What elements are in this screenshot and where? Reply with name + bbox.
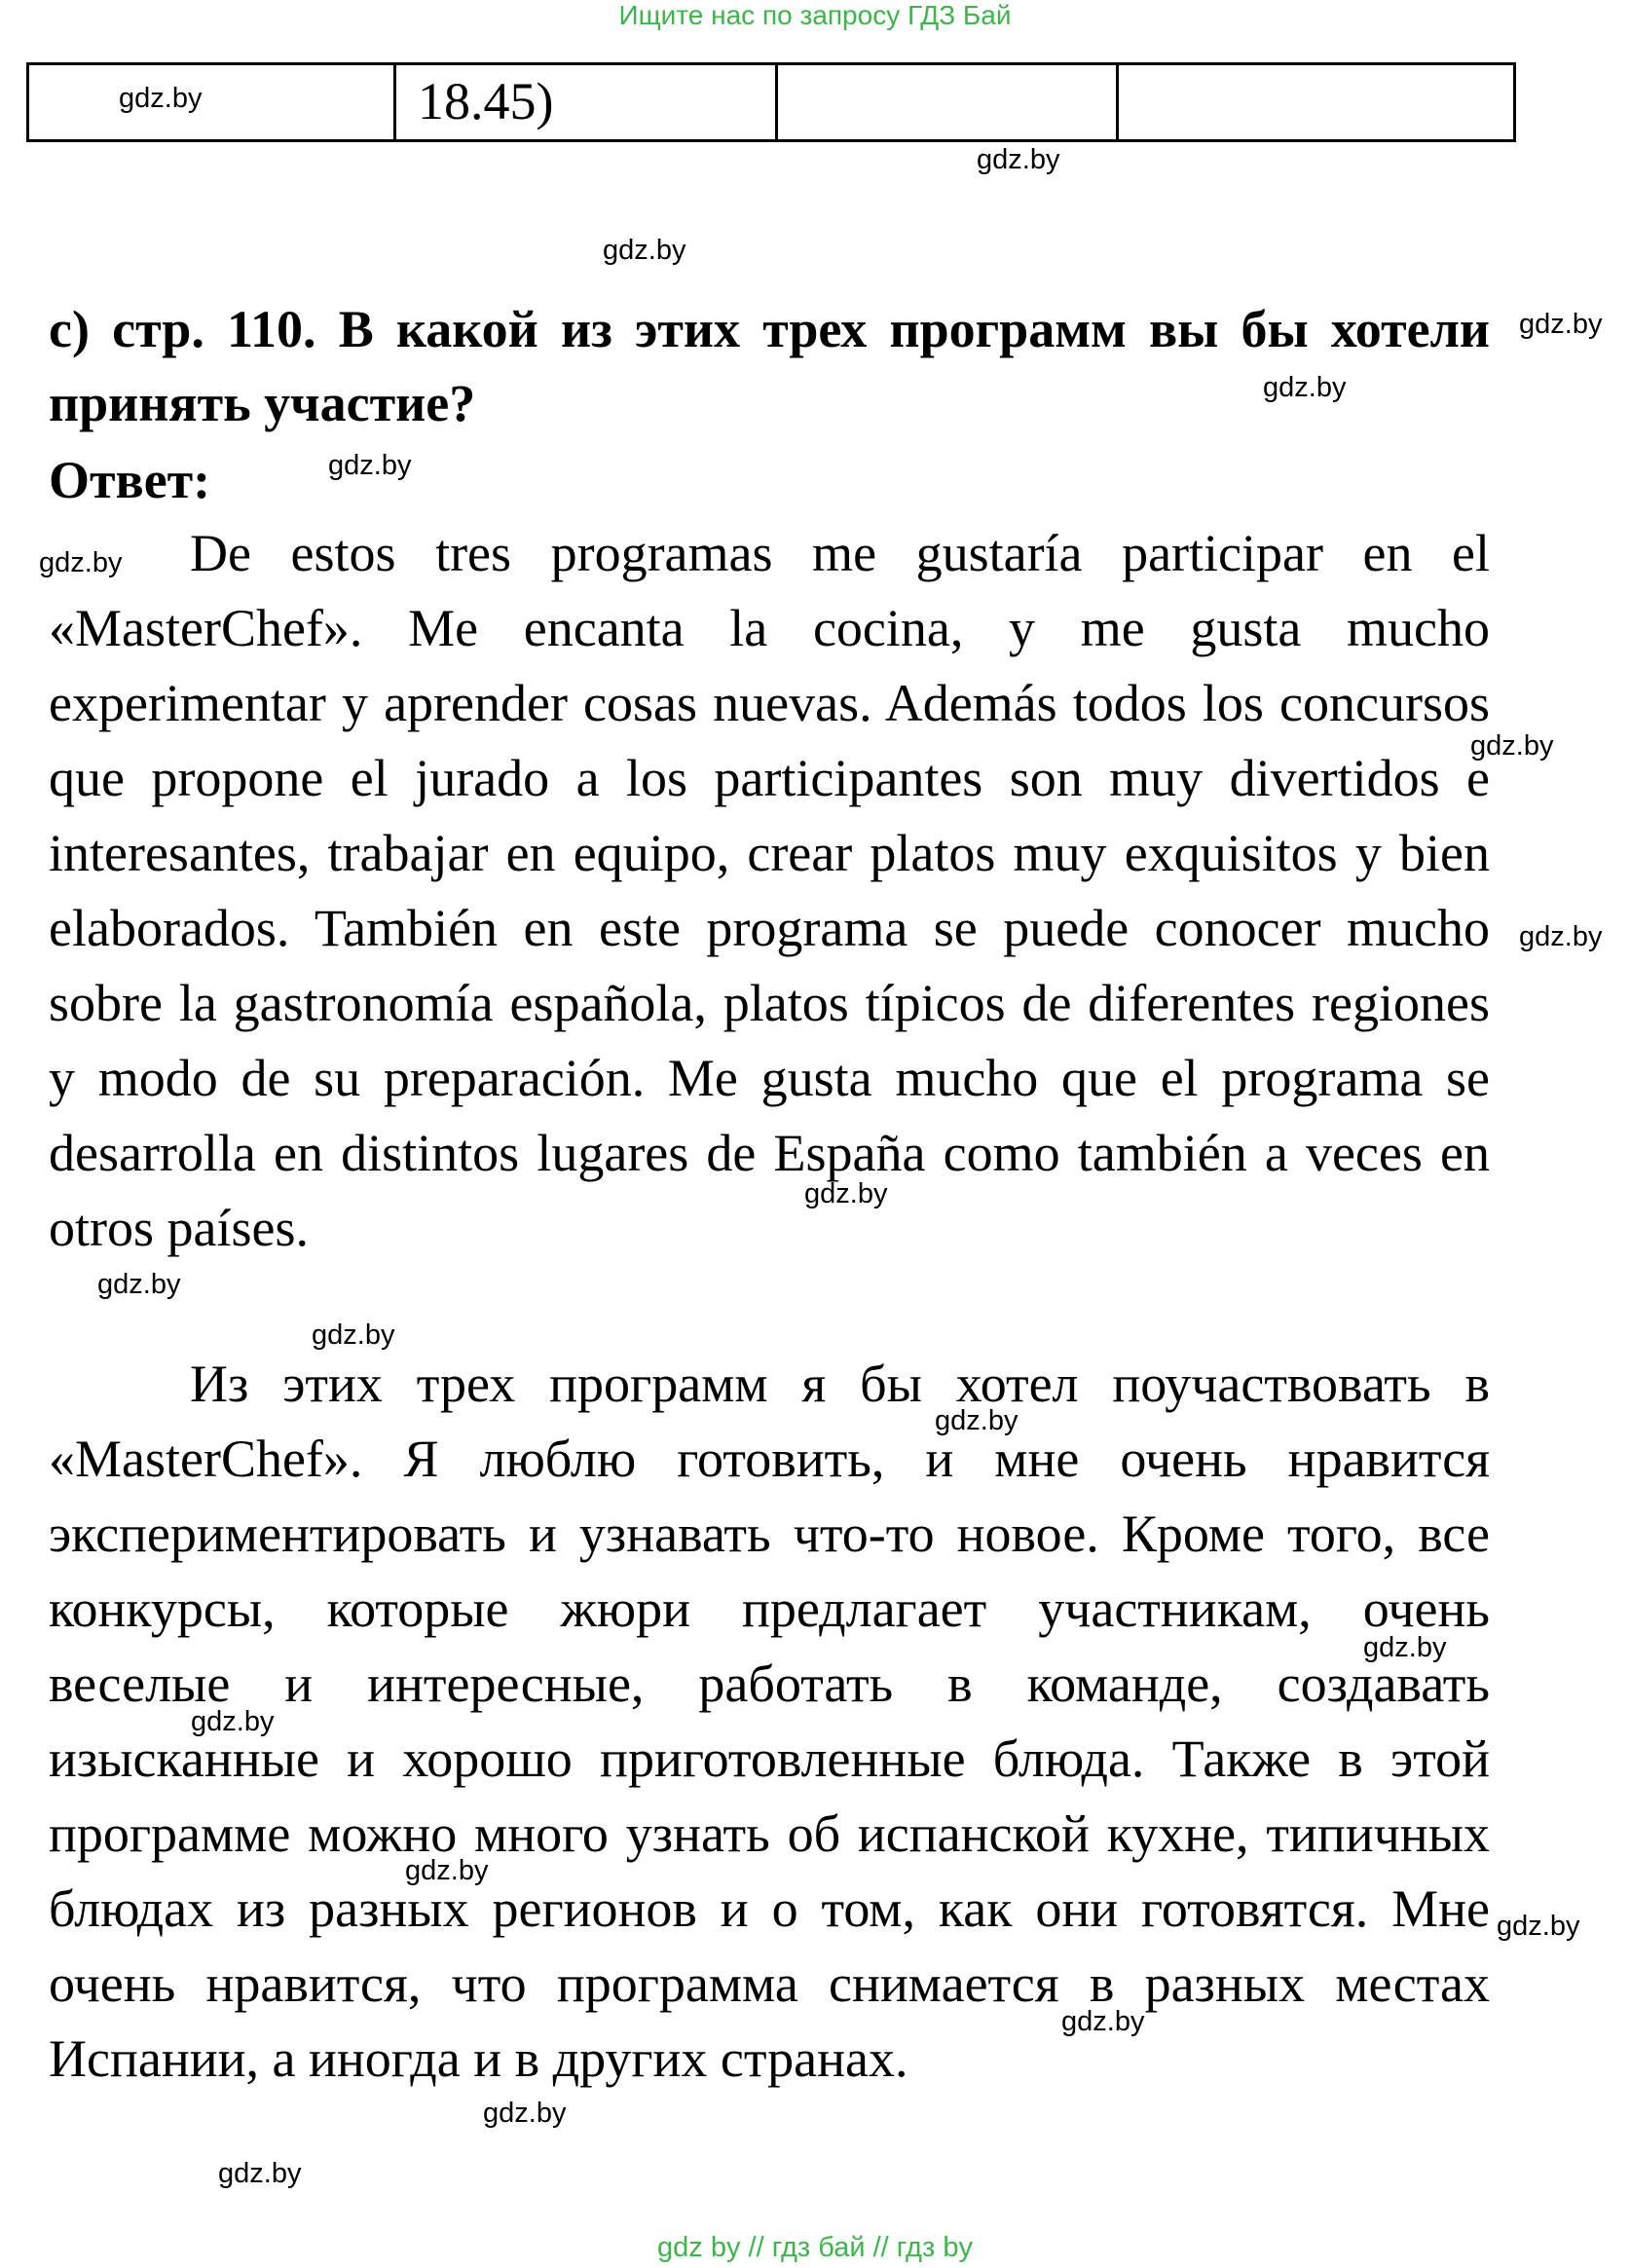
table-cell-3 bbox=[777, 64, 1118, 141]
watermark: gdz.by bbox=[328, 450, 412, 481]
watermark: gdz.by bbox=[39, 547, 123, 578]
watermark: gdz.by bbox=[603, 235, 686, 266]
answer-table-row bbox=[26, 62, 1516, 142]
search-banner[interactable]: Ищите нас по запросу ГДЗ Бай bbox=[618, 0, 1012, 30]
watermark: gdz.by bbox=[405, 1855, 489, 1886]
watermark: gdz.by bbox=[1363, 1632, 1447, 1663]
table-cell-2 bbox=[395, 64, 777, 141]
answer-paragraph-russian: Из этих трех программ я бы хотел поучаствовать в «MasterChef». Я люблю готовить, и мне очень нравится экспериментировать и узнавать что-то новое. Кроме того, все конкурсы, которые жюри предлагает участникам, очень веселые и интересные, работать в команде, создавать изысканные и хорошо приготовленные блюда. Также в этой программе можно много узнать об испанской кухне, типичных блюдах из разных регионов и о том, как они готовятся. Мне очень нравится, что программа снимается в разных местах Испании, а иногда и в других странах. bbox=[49, 1355, 1490, 2088]
watermark: gdz.by bbox=[1519, 921, 1603, 952]
answer-paragraph-spanish: De estos tres programas me gustaría participar en el «MasterChef». Me encanta la cocina, y me gusta mucho experimentar y aprender cosas nuevas. Además todos los concursos que propone el jurado a los participantes son muy divertidos e interesantes, trabajar en equipo, crear platos muy exquisitos y bien elaborados. También en este programa se puede conocer mucho sobre la gastronomía española, platos típicos de diferentes regiones y modo de su preparación. Me gusta mucho que el programa se desarrolla en distintos lugares de España como también a veces en otros países. bbox=[49, 524, 1490, 1257]
watermark: gdz.by bbox=[804, 1178, 888, 1209]
watermark: gdz.by bbox=[1263, 372, 1347, 403]
answer-label: Ответ: bbox=[49, 451, 211, 509]
table-cell-1 bbox=[28, 64, 395, 141]
watermark: gdz.by bbox=[312, 1320, 395, 1351]
watermark: gdz.by bbox=[1519, 309, 1603, 340]
table-cell-4 bbox=[1118, 64, 1515, 141]
watermark: gdz.by bbox=[977, 144, 1060, 175]
cell-value: 18.45) bbox=[418, 72, 554, 130]
watermark: gdz.by bbox=[1470, 730, 1554, 762]
watermark: gdz.by bbox=[97, 1269, 181, 1300]
watermark: gdz.by bbox=[1497, 1911, 1580, 1942]
watermark: gdz.by bbox=[218, 2158, 302, 2189]
question-heading: c) стр. 110. В какой из этих трех программ вы бы хотели принять участие? bbox=[49, 300, 1490, 432]
watermark: gdz.by bbox=[1061, 2006, 1145, 2037]
footer-links[interactable]: gdz by // гдз бай // гдз by bbox=[657, 2232, 973, 2263]
watermark: gdz.by bbox=[935, 1405, 1019, 1436]
watermark: gdz.by bbox=[191, 1706, 275, 1737]
table-row bbox=[28, 64, 1515, 141]
watermark: gdz.by bbox=[483, 2098, 567, 2129]
cell-watermark: gdz.by bbox=[119, 83, 203, 114]
